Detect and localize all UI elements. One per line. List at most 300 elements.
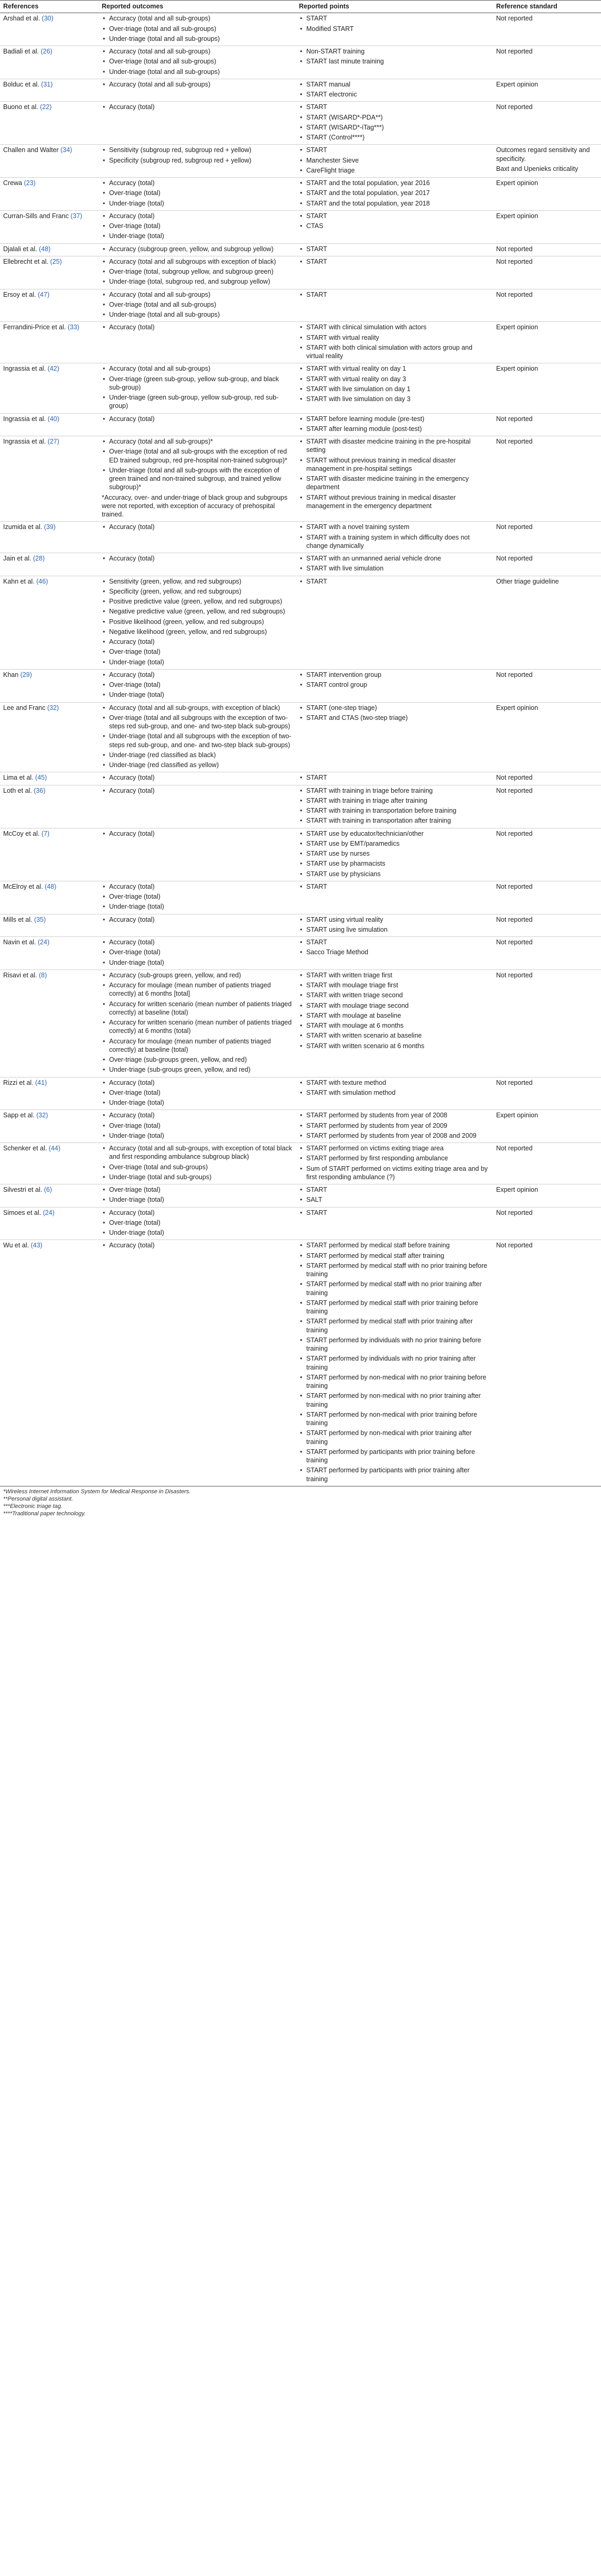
header-reported-points: Reported points — [296, 1, 493, 13]
table-row — [0, 256, 601, 289]
point-item: • START performed by students from year of 2009 — [299, 1122, 490, 1130]
reference-citation-link[interactable]: (24) — [38, 939, 50, 946]
point-item: • START (Control****) — [299, 133, 490, 142]
reference-author: Lima et al. — [3, 774, 34, 782]
reference-cell — [0, 413, 99, 436]
point-item: • CareFlight triage — [299, 166, 490, 175]
point-item: • START — [299, 882, 490, 891]
outcome-item: • Accuracy (total and all sub-groups) — [102, 290, 293, 299]
outcomes-list — [102, 971, 293, 1074]
standard-text: Not reported — [496, 103, 533, 111]
standard-cell — [493, 256, 601, 289]
points-list — [299, 80, 490, 99]
outcome-item: • Over-triage (total and all sub-groups) — [102, 25, 293, 33]
standard-text: Expert opinion — [496, 80, 538, 88]
point-item: • START performed by participants with prior training after training — [299, 1466, 490, 1483]
reference-cell — [0, 46, 99, 79]
reference-author: Khan — [3, 671, 19, 678]
footnote: **Personal digital assistant. — [3, 1495, 73, 1502]
outcomes-cell — [99, 1240, 296, 1486]
points-cell — [296, 828, 493, 881]
point-item: • START performed by first responding ambulance — [299, 1154, 490, 1162]
point-item: • START performed by participants with prior training before training — [299, 1448, 490, 1465]
point-item: • START with written scenario at 6 months — [299, 1042, 490, 1050]
reference-citation-link[interactable]: (35) — [34, 915, 46, 923]
outcome-item: • Under-triage (total) — [102, 232, 293, 240]
reference-citation-link[interactable]: (47) — [38, 290, 50, 298]
reference-cell — [0, 553, 99, 576]
point-item: • START performed by individuals with no prior training after training — [299, 1354, 490, 1372]
outcomes-cell — [99, 1143, 296, 1184]
points-list — [299, 290, 490, 299]
points-cell — [296, 178, 493, 211]
standard-cell — [493, 669, 601, 702]
outcome-item: • Under-triage (total) — [102, 658, 293, 666]
reference-author: Izumida et al. — [3, 523, 42, 531]
points-list — [299, 179, 490, 208]
table-row — [0, 289, 601, 322]
outcome-item: • Accuracy (subgroup green, yellow, and subgroup yellow) — [102, 245, 293, 253]
reference-citation-link[interactable]: (26) — [40, 48, 52, 55]
reference-citation-link[interactable]: (36) — [34, 786, 46, 794]
points-cell — [296, 914, 493, 937]
points-cell — [296, 413, 493, 436]
outcome-item: • Over-triage (total, subgroup yellow, and subgroup green) — [102, 267, 293, 276]
points-list — [299, 704, 490, 723]
point-item: • START — [299, 938, 490, 946]
point-item: • START with training in triage before training — [299, 786, 490, 795]
outcomes-cell — [99, 243, 296, 256]
points-list — [299, 1185, 490, 1204]
outcome-item: • Under-triage (total) — [102, 691, 293, 699]
outcome-item: • Accuracy (total) — [102, 773, 293, 782]
reference-cell — [0, 289, 99, 322]
outcome-item: • Over-triage (total) — [102, 1088, 293, 1097]
outcome-item: • Under-triage (red classified as yellow) — [102, 761, 293, 769]
outcome-item: • Accuracy (total) — [102, 103, 293, 111]
points-list — [299, 146, 490, 175]
points-list — [299, 523, 490, 550]
points-cell — [296, 669, 493, 702]
reference-cell — [0, 256, 99, 289]
reference-citation-link[interactable]: (45) — [35, 774, 47, 782]
reference-author: Risavi et al. — [3, 971, 37, 979]
table-row — [0, 1184, 601, 1208]
header-references: References — [0, 1, 99, 13]
outcome-item: • Accuracy (total) — [102, 938, 293, 946]
standard-cell — [493, 1110, 601, 1143]
outcome-item: • Accuracy (total) — [102, 882, 293, 891]
point-item: • START performed on victims exiting triage area — [299, 1144, 490, 1152]
point-item: • START with virtual reality on day 1 — [299, 364, 490, 373]
standard-cell — [493, 1077, 601, 1110]
reference-author: Lee and Franc — [3, 704, 46, 712]
points-list — [299, 47, 490, 66]
reference-citation-link[interactable]: (25) — [50, 257, 62, 265]
outcomes-cell — [99, 522, 296, 553]
outcome-item: • Accuracy (total) — [102, 523, 293, 531]
reference-cell — [0, 969, 99, 1077]
reference-author: Silvestri et al. — [3, 1186, 42, 1193]
point-item: • START control group — [299, 681, 490, 689]
table-body — [0, 13, 601, 1486]
point-item: • START — [299, 1185, 490, 1194]
table-row — [0, 13, 601, 46]
points-cell — [296, 881, 493, 914]
outcome-item: • Under-triage (total) — [102, 199, 293, 208]
points-cell — [296, 13, 493, 46]
table-row — [0, 1110, 601, 1143]
table-row — [0, 881, 601, 914]
outcome-item: • Negative predictive value (green, yellow, and red subgroups) — [102, 607, 293, 616]
points-list — [299, 1241, 490, 1483]
points-list — [299, 786, 490, 825]
points-list — [299, 212, 490, 231]
reference-citation-link[interactable]: (6) — [44, 1186, 52, 1193]
reference-author: Arshad et al. — [3, 15, 40, 23]
point-item: • START with disaster medicine training in the pre-hospital setting — [299, 437, 490, 455]
table-row — [0, 702, 601, 772]
standard-text: Not reported — [496, 1242, 533, 1249]
reference-author: Ingrassia et al. — [3, 438, 46, 445]
reference-cell — [0, 1184, 99, 1208]
standard-cell — [493, 46, 601, 79]
reference-citation-link[interactable]: (29) — [20, 671, 32, 678]
reference-cell — [0, 1143, 99, 1184]
standard-text: Other triage guideline — [496, 577, 559, 585]
reference-citation-link[interactable]: (7) — [41, 829, 50, 837]
outcomes-cell — [99, 969, 296, 1077]
footnotes — [0, 1486, 601, 1520]
reference-citation-link[interactable]: (40) — [47, 415, 60, 423]
points-cell — [296, 256, 493, 289]
reference-cell — [0, 436, 99, 522]
standard-text: Not reported — [496, 971, 533, 979]
table-row — [0, 576, 601, 669]
standard-cell — [493, 363, 601, 413]
point-item: • START without previous training in medical disaster management in pre-hospital settings — [299, 456, 490, 473]
outcomes-list — [102, 437, 293, 519]
outcome-item: • Accuracy for written scenario (mean number of patients triaged correctly) at 6 months (total) — [102, 1018, 293, 1036]
outcomes-cell — [99, 102, 296, 145]
reference-cell — [0, 522, 99, 553]
outcome-item: • Under-triage (total) — [102, 1195, 293, 1204]
outcome-item: • Under-triage (total and all sub-groups with the exception of green trained and non-trained subgroup, and trained yellow subgroup)* — [102, 466, 293, 492]
outcomes-cell — [99, 1110, 296, 1143]
table-row — [0, 46, 601, 79]
reference-author: Curran-Sills and Franc — [3, 212, 69, 220]
table-row — [0, 785, 601, 828]
standard-cell — [493, 210, 601, 243]
reference-author: Sapp et al. — [3, 1112, 35, 1119]
outcomes-cell — [99, 436, 296, 522]
outcome-item: • Under-triage (total and all subgroups with the exception of two-steps red sub-group, and one- and two-step black sub-groups) — [102, 732, 293, 749]
standard-text: Not reported — [496, 939, 533, 946]
reference-citation-link[interactable]: (37) — [70, 212, 82, 220]
outcomes-cell — [99, 79, 296, 102]
outcome-item: • Over-triage (green sub-group, yellow sub-group, and black sub-group) — [102, 375, 293, 392]
reference-citation-link[interactable]: (31) — [41, 80, 53, 88]
outcome-item: • Under-triage (total) — [102, 1098, 293, 1107]
points-cell — [296, 553, 493, 576]
outcome-item: • Over-triage (total and all sub-groups) — [102, 57, 293, 66]
outcomes-list — [102, 80, 293, 89]
outcomes-list — [102, 773, 293, 782]
points-list — [299, 554, 490, 573]
points-cell — [296, 289, 493, 322]
reference-citation-link[interactable]: (32) — [47, 704, 59, 712]
reference-citation-link[interactable]: (32) — [36, 1112, 48, 1119]
reference-author: Crewa — [3, 179, 23, 187]
outcomes-list — [102, 671, 293, 699]
outcome-item: • Accuracy (total) — [102, 829, 293, 838]
standard-cell — [493, 243, 601, 256]
reference-citation-link[interactable]: (30) — [41, 15, 53, 23]
point-item: • START manual — [299, 80, 490, 89]
point-item: • START (WISARD*-PDA**) — [299, 113, 490, 122]
reference-citation-link[interactable]: (48) — [45, 882, 57, 890]
point-item: • START — [299, 212, 490, 220]
point-item: • START with an unmanned aerial vehicle drone — [299, 554, 490, 563]
points-list — [299, 829, 490, 878]
outcomes-list — [102, 829, 293, 838]
reference-citation-link[interactable]: (48) — [39, 245, 51, 253]
point-item: • Sum of START performed on victims exiting triage area and by first responding ambulance (?) — [299, 1165, 490, 1182]
standard-text: Not reported — [496, 523, 533, 531]
point-item: • CTAS — [299, 222, 490, 230]
reference-cell — [0, 828, 99, 881]
reference-citation-link[interactable]: (42) — [47, 365, 60, 373]
points-list — [299, 14, 490, 33]
outcomes-cell — [99, 363, 296, 413]
outcomes-cell — [99, 785, 296, 828]
outcomes-list — [102, 364, 293, 410]
outcome-item: • Accuracy (total and all sub-groups) — [102, 47, 293, 56]
outcomes-list — [102, 323, 293, 331]
reference-cell — [0, 1207, 99, 1240]
outcome-item: • Accuracy (total) — [102, 915, 293, 924]
reference-citation-link[interactable]: (8) — [39, 971, 47, 979]
reference-cell — [0, 178, 99, 211]
reference-citation-link[interactable]: (28) — [33, 555, 45, 562]
table-row — [0, 145, 601, 178]
point-item: • START with a training system in which difficulty does not change dynamically — [299, 533, 490, 551]
point-item: • START with live simulation on day 3 — [299, 395, 490, 403]
point-item: • START and CTAS (two-step triage) — [299, 714, 490, 722]
standard-text: Not reported — [496, 1079, 533, 1086]
outcomes-list — [102, 14, 293, 43]
outcome-item: • Over-triage (total) — [102, 1219, 293, 1227]
points-cell — [296, 363, 493, 413]
outcome-item: • Accuracy (total) — [102, 1079, 293, 1087]
outcome-item: • Specificity (subgroup red, subgroup red + yellow) — [102, 156, 293, 165]
point-item: • START performed by non-medical with no prior training after training — [299, 1392, 490, 1409]
outcomes-list — [102, 1144, 293, 1181]
standard-text: Not reported — [496, 774, 533, 782]
points-cell — [296, 79, 493, 102]
points-cell — [296, 772, 493, 785]
points-cell — [296, 1077, 493, 1110]
outcome-item: • Over-triage (total and all sub-groups) — [102, 300, 293, 309]
outcome-item: • Accuracy (total and all sub-groups) — [102, 364, 293, 373]
standard-cell — [493, 1240, 601, 1486]
point-item: • SALT — [299, 1195, 490, 1204]
outcomes-list — [102, 704, 293, 770]
outcome-item: • Over-triage (total) — [102, 648, 293, 656]
standard-cell — [493, 145, 601, 178]
reference-cell — [0, 785, 99, 828]
standard-cell — [493, 289, 601, 322]
outcome-item: • Positive likelihood (green, yellow, and red subgroups) — [102, 618, 293, 626]
outcome-item: • Accuracy (total) — [102, 212, 293, 220]
outcome-item: • Under-triage (green sub-group, yellow sub-group, red sub-group) — [102, 393, 293, 411]
reference-citation-link[interactable]: (43) — [30, 1242, 42, 1249]
points-list — [299, 1144, 490, 1181]
points-cell — [296, 522, 493, 553]
standard-text: Outcomes regard sensitivity and specificity. — [496, 146, 590, 163]
outcome-item: • Sensitivity (green, yellow, and red subgroups) — [102, 577, 293, 586]
point-item: • START (WISARD*-iTag***) — [299, 123, 490, 132]
reference-author: Kahn et al. — [3, 577, 35, 585]
standard-text: Not reported — [496, 1145, 533, 1152]
points-list — [299, 1209, 490, 1217]
point-item: • START performed by non-medical with no prior training before training — [299, 1373, 490, 1391]
outcomes-cell — [99, 828, 296, 881]
standard-text: Expert opinion — [496, 1186, 538, 1193]
outcomes-cell — [99, 702, 296, 772]
point-item: • START with written triage second — [299, 991, 490, 999]
reference-author: Ingrassia et al. — [3, 415, 46, 423]
outcomes-list — [102, 146, 293, 165]
reference-citation-link[interactable]: (44) — [48, 1145, 61, 1152]
reference-author: Bolduc et al. — [3, 80, 39, 88]
point-item: • START — [299, 257, 490, 266]
reference-cell — [0, 145, 99, 178]
outcome-item: • Accuracy (total and all sub-groups) — [102, 80, 293, 89]
reference-cell — [0, 79, 99, 102]
standard-cell — [493, 1184, 601, 1208]
reference-citation-link[interactable]: (39) — [44, 523, 56, 531]
outcome-item: • Over-triage (total) — [102, 1122, 293, 1130]
outcome-item: • Accuracy (total) — [102, 786, 293, 795]
outcome-item: • Over-triage (total) — [102, 1185, 293, 1194]
outcome-item: • Accuracy (total) — [102, 179, 293, 187]
points-list — [299, 245, 490, 253]
outcome-item: • Under-triage (total and all sub-groups) — [102, 35, 293, 43]
reference-citation-link[interactable]: (41) — [35, 1079, 47, 1086]
outcomes-cell — [99, 881, 296, 914]
reference-cell — [0, 914, 99, 937]
points-cell — [296, 1184, 493, 1208]
table-row — [0, 969, 601, 1077]
outcome-item: • Accuracy (total and all sub-groups, with exception of black) — [102, 704, 293, 712]
outcome-item: • Accuracy (sub-groups green, yellow, and red) — [102, 971, 293, 979]
reference-cell — [0, 102, 99, 145]
outcomes-list — [102, 1241, 293, 1249]
points-list — [299, 915, 490, 934]
point-item: • START with moulage at 6 months — [299, 1021, 490, 1030]
points-list — [299, 882, 490, 891]
outcomes-list — [102, 1209, 293, 1237]
outcome-item: • Accuracy (total) — [102, 638, 293, 646]
points-cell — [296, 46, 493, 79]
table-row — [0, 553, 601, 576]
table-row — [0, 243, 601, 256]
reference-author: Wu et al. — [3, 1242, 29, 1249]
outcome-item: • Over-triage (total) — [102, 892, 293, 901]
outcome-item: • Accuracy for written scenario (mean number of patients triaged correctly) at baseline (total) — [102, 1000, 293, 1017]
point-item: • START performed by medical staff after training — [299, 1252, 490, 1260]
standard-text: Expert opinion — [496, 704, 538, 712]
point-item: • START — [299, 146, 490, 154]
point-item: • START with virtual reality on day 3 — [299, 375, 490, 383]
points-cell — [296, 702, 493, 772]
point-item: • START with virtual reality — [299, 333, 490, 342]
outcome-item: • Under-triage (total) — [102, 1131, 293, 1140]
standard-text: Not reported — [496, 671, 533, 678]
reference-author: Badiali et al. — [3, 48, 39, 55]
standard-text: Not reported — [496, 1209, 533, 1216]
point-item: • START with texture method — [299, 1079, 490, 1087]
outcomes-list — [102, 1079, 293, 1107]
point-item: • START use by educator/technician/other — [299, 829, 490, 838]
point-item: • START performed by individuals with no prior training before training — [299, 1336, 490, 1353]
reference-cell — [0, 881, 99, 914]
table-row — [0, 322, 601, 363]
outcomes-list — [102, 245, 293, 253]
points-cell — [296, 1240, 493, 1486]
reference-author: Djalali et al. — [3, 245, 37, 253]
reference-citation-link[interactable]: (34) — [60, 146, 72, 154]
outcome-item: • Over-triage (total) — [102, 948, 293, 956]
point-item: • START last minute training — [299, 57, 490, 66]
outcomes-list — [102, 257, 293, 286]
reference-citation-link[interactable]: (23) — [24, 179, 36, 187]
point-item: • START — [299, 1209, 490, 1217]
table-row — [0, 828, 601, 881]
reference-citation-link[interactable]: (27) — [47, 438, 60, 445]
reference-citation-link[interactable]: (33) — [67, 324, 80, 331]
outcome-item: • Accuracy (total) — [102, 1241, 293, 1249]
outcomes-cell — [99, 413, 296, 436]
reference-citation-link[interactable]: (22) — [40, 103, 52, 111]
points-list — [299, 971, 490, 1050]
standard-text: Expert opinion — [496, 365, 538, 373]
outcome-item: • Accuracy (total) — [102, 1111, 293, 1119]
standard-cell — [493, 914, 601, 937]
outcomes-list — [102, 1111, 293, 1140]
table-row — [0, 413, 601, 436]
reference-cell — [0, 669, 99, 702]
outcomes-cell — [99, 46, 296, 79]
standard-text: Expert opinion — [496, 179, 538, 187]
header-row — [0, 1, 601, 13]
standard-cell — [493, 13, 601, 46]
reference-citation-link[interactable]: (46) — [36, 577, 48, 585]
point-item: • START with clinical simulation with actors — [299, 323, 490, 331]
outcome-item: • Over-triage (sub-groups green, yellow, and red) — [102, 1055, 293, 1064]
outcome-item: • Accuracy (total and all sub-groups)* — [102, 437, 293, 446]
table-row — [0, 210, 601, 243]
outcomes-list — [102, 1185, 293, 1204]
outcomes-list — [102, 882, 293, 911]
table-row — [0, 1240, 601, 1486]
reference-citation-link[interactable]: (24) — [42, 1209, 55, 1216]
points-cell — [296, 145, 493, 178]
point-item: • START with training in transportation after training — [299, 816, 490, 825]
point-item: • START with training in transportation before training — [299, 806, 490, 815]
standard-cell — [493, 828, 601, 881]
